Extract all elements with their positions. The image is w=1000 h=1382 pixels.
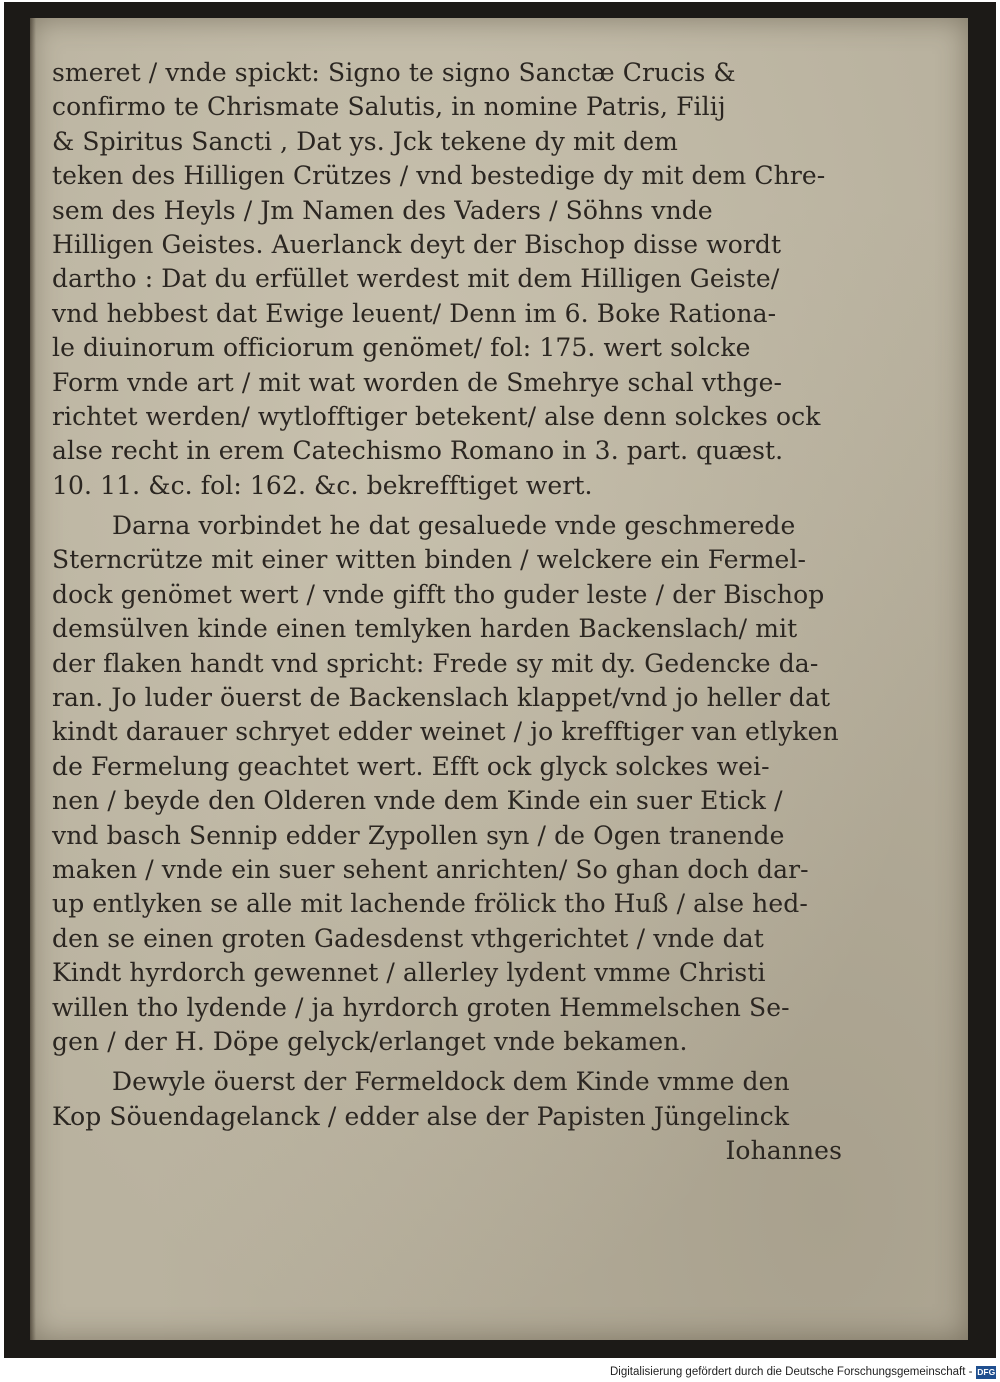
page-text: [52, 56, 852, 1169]
text-line: Darna vorbindet he dat gesaluede vnde geschmerede: [112, 511, 796, 541]
text-line: willen tho lydende / ja hyrdorch groten Hemmelschen Se-: [52, 992, 790, 1022]
text-line: dartho : Dat du erfüllet werdest mit dem Hilligen Geiste/: [52, 264, 780, 294]
text-line: den se einen groten Gadesdenst vthgerichtet / vnde dat: [52, 923, 764, 953]
footer-text: Digitalisierung gefördert durch die Deutsche Forschungsgemeinschaft -: [610, 1366, 973, 1378]
text-line: nen / beyde den Olderen vnde dem Kinde ein suer Etick /: [52, 786, 783, 816]
text-line: Dewyle öuerst der Fermeldock dem Kinde vmme den: [112, 1067, 790, 1097]
text-line: kindt darauer schryet edder weinet / jo krefftiger van etlyken: [52, 717, 839, 747]
text-line: sem des Heyls / Jm Namen des Vaders / Söhns vnde: [52, 195, 713, 225]
paragraph-2: [52, 509, 852, 1059]
text-line: alse recht in erem Catechismo Romano in 3. part. quæst.: [52, 436, 784, 466]
text-line: smeret / vnde spickt: Signo te signo Sanctæ Crucis &: [52, 58, 736, 87]
text-line: teken des Hilligen Crützes / vnd bestedige dy mit dem Chre-: [52, 161, 826, 191]
paragraph-1: [52, 56, 852, 503]
text-line: richtet werden/ wytlofftiger betekent/ alse denn solckes ock: [52, 401, 821, 431]
text-line: der flaken handt vnd spricht: Frede sy mit dy. Gedencke da-: [52, 648, 819, 678]
catchword: Iohannes: [725, 1136, 842, 1166]
paragraph-3: [52, 1065, 852, 1134]
text-line: Hilligen Geistes. Auerlanck deyt der Bischop disse wordt: [52, 229, 782, 259]
text-line: le diuinorum officiorum genömet/ fol: 175. wert solcke: [52, 333, 751, 363]
text-line: demsülven kinde einen temlyken harden Backenslach/ mit: [52, 614, 798, 644]
text-line: ran. Jo luder öuerst de Backenslach klappet/vnd jo heller dat: [52, 683, 831, 713]
text-line: & Spiritus Sancti , Dat ys. Jck tekene dy mit dem: [52, 126, 678, 156]
text-line: de Fermelung geachtet wert. Efft ock glyck solckes wei-: [52, 751, 770, 781]
text-line: Kindt hyrdorch gewennet / allerley lydent vmme Christi: [52, 958, 766, 988]
text-line: Kop Söuendagelanck / edder alse der Papisten Jüngelinck: [52, 1101, 790, 1131]
text-line: Sterncrütze mit einer witten binden / welckere ein Fermel-: [52, 545, 807, 575]
text-line: vnd hebbest dat Ewige leuent/ Denn im 6. Boke Rationa-: [52, 298, 777, 328]
text-line: vnd basch Sennip edder Zypollen syn / de Ogen tranende: [52, 820, 785, 850]
text-line: maken / vnde ein suer sehent anrichten/ So ghan doch dar-: [52, 854, 809, 884]
text-line: up entlyken se alle mit lachende frölick tho Huß / alse hed-: [52, 889, 808, 919]
text-line: gen / der H. Döpe gelyck/erlanget vnde bekamen.: [52, 1026, 688, 1056]
text-line: 10. 11. &c. fol: 162. &c. bekrefftiget wert.: [52, 470, 593, 500]
text-line: dock genömet wert / vnde gifft tho guder leste / der Bischop: [52, 579, 825, 609]
text-line: confirmo te Chrismate Salutis, in nomine Patris, Filij: [52, 92, 726, 122]
dfg-logo-icon: DFG: [977, 1366, 996, 1377]
footer-credit: [610, 1363, 1000, 1381]
book-page: [30, 18, 968, 1340]
page-gutter-shadow: [30, 18, 36, 1340]
text-line: Form vnde art / mit wat worden de Smehrye schal vthge-: [52, 367, 783, 397]
